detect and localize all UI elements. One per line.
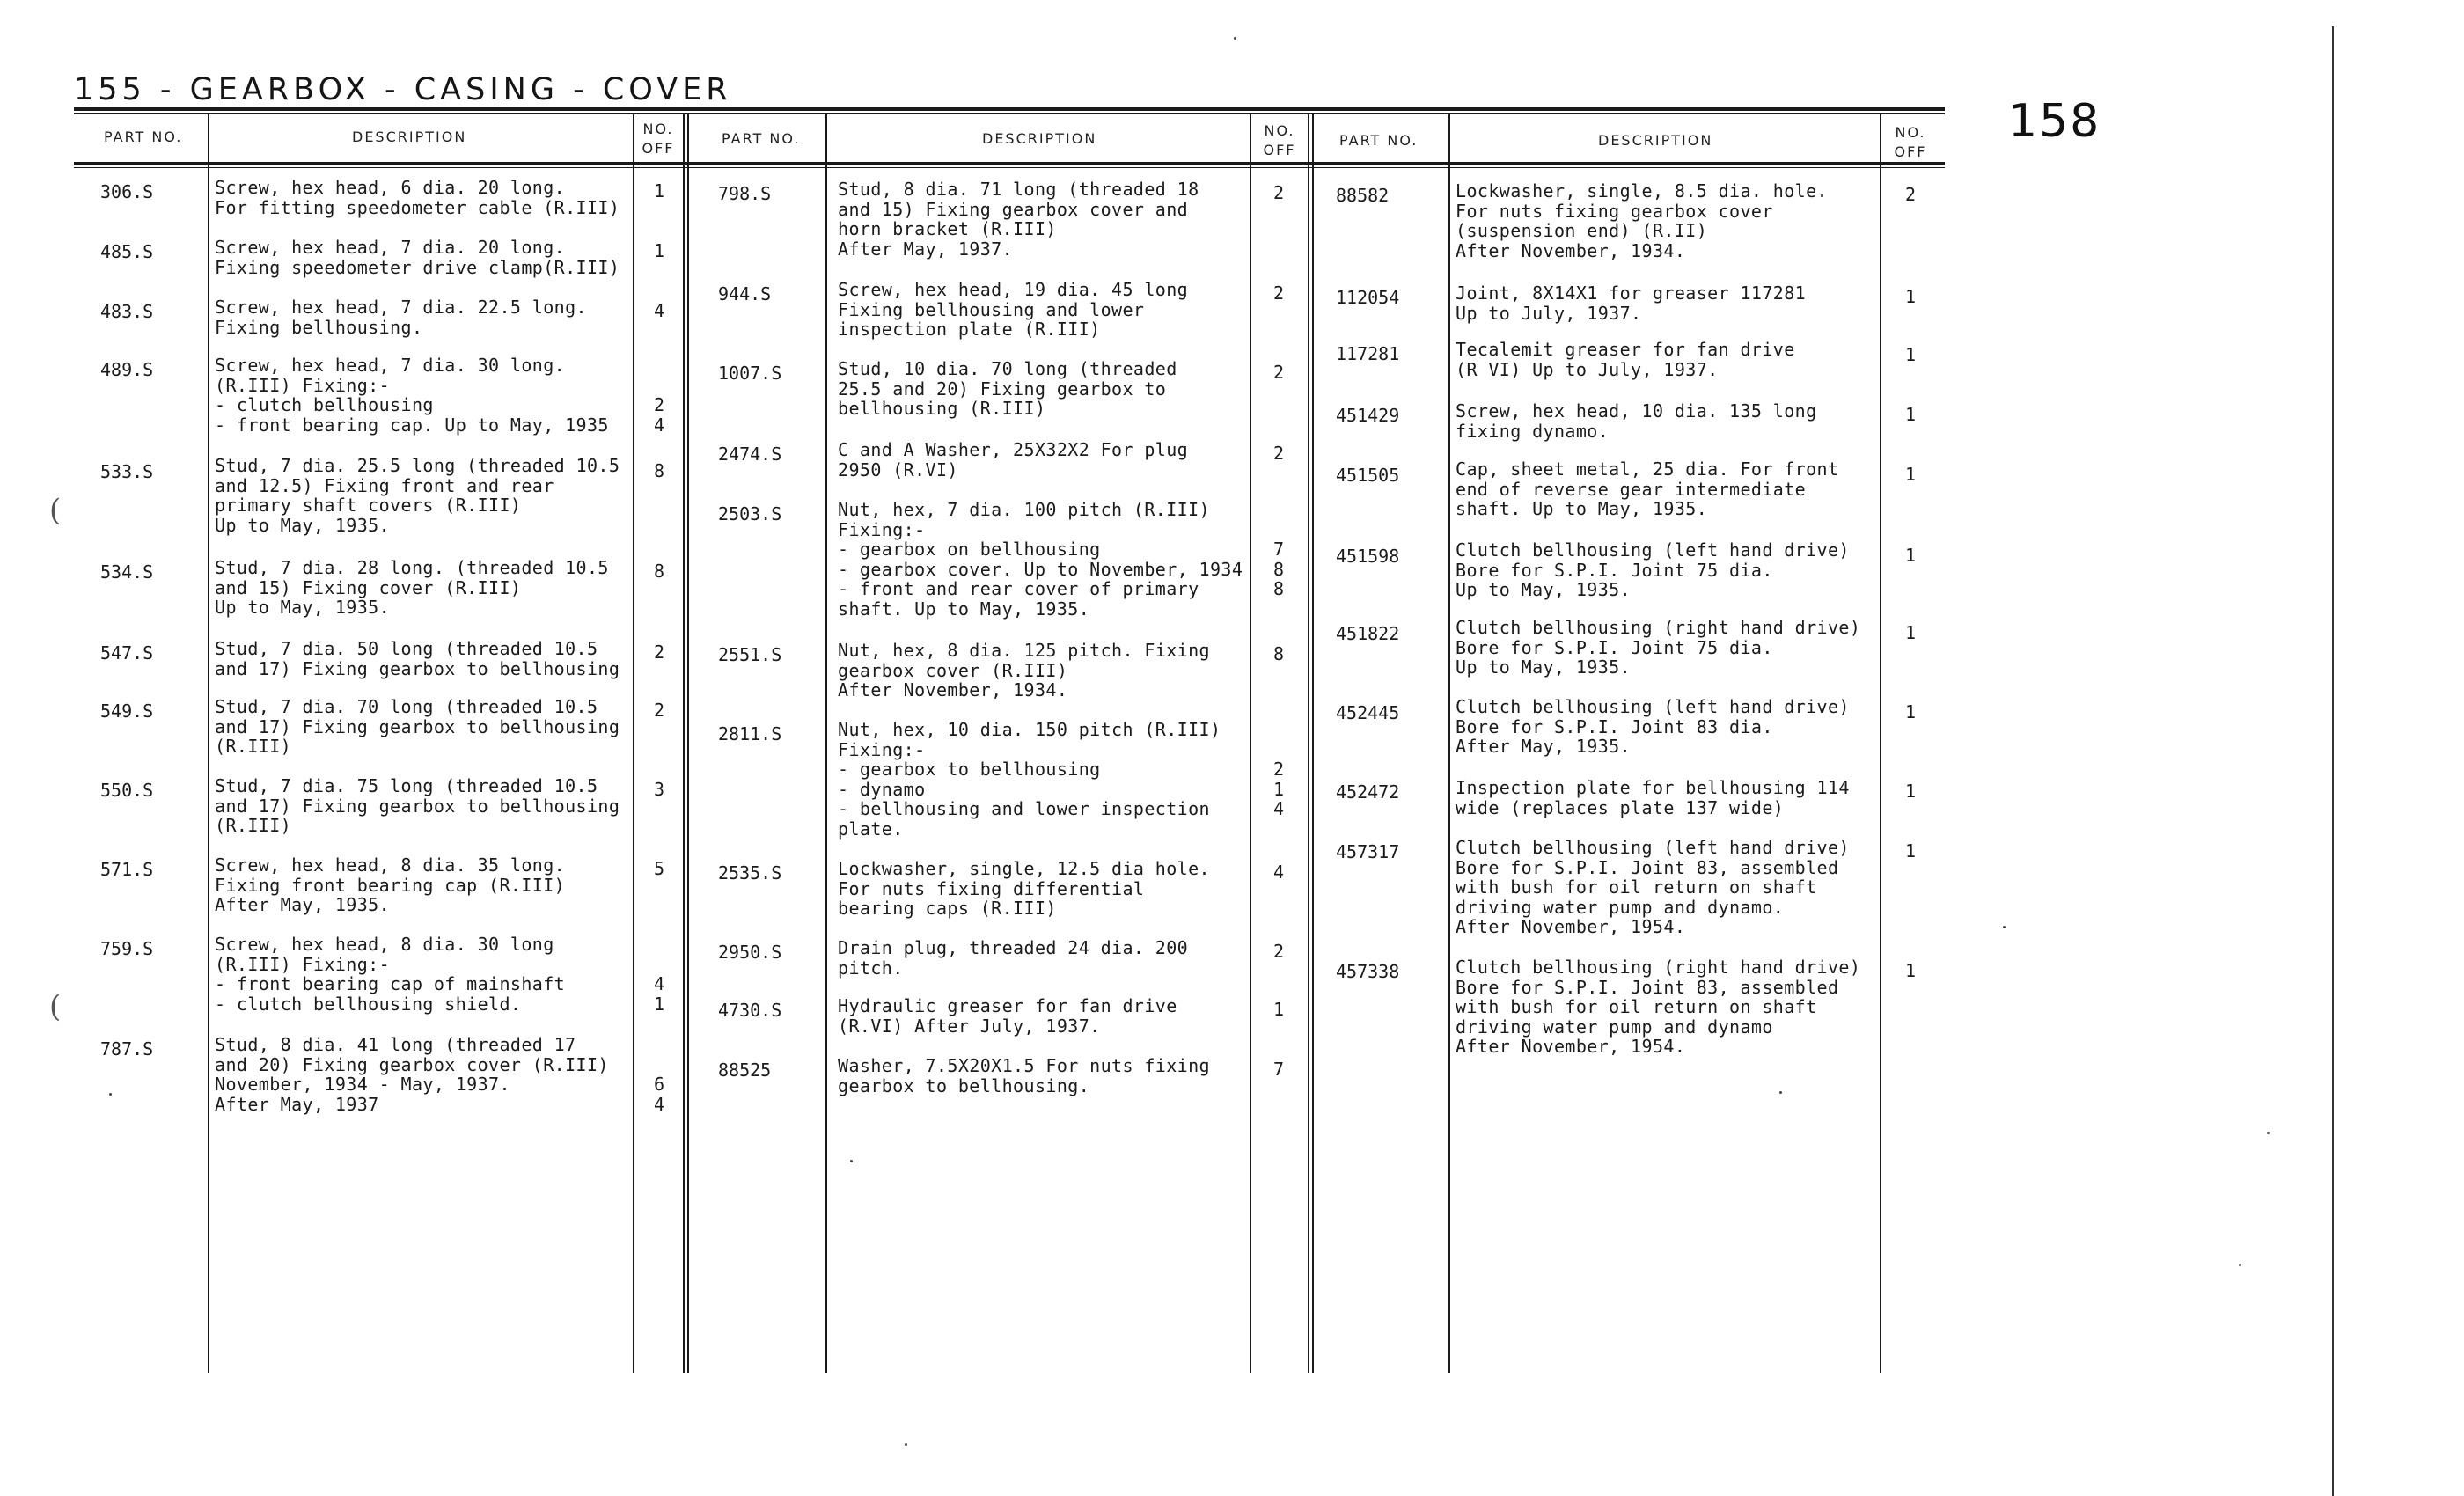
scan-speck	[2267, 1132, 2270, 1134]
part-quantity: 2	[1272, 443, 1285, 464]
part-number: 2551.S	[718, 644, 782, 665]
part-quantity: 1	[1904, 286, 1917, 307]
page-title: 155 - GEARBOX - CASING - COVER	[74, 72, 732, 107]
header-part-no: PART NO.	[104, 128, 183, 145]
scan-mark: (	[49, 989, 62, 1024]
part-quantity: 8	[653, 561, 665, 582]
col-divider	[1308, 114, 1309, 1373]
scan-mark: (	[49, 493, 62, 528]
part-quantity: 1	[1904, 701, 1917, 722]
part-number: 2535.S	[718, 862, 782, 884]
col-divider	[208, 114, 209, 1373]
part-description: C and A Washer, 25X32X2 For plug 2950 (R.VI)	[838, 439, 1189, 480]
scan-speck	[850, 1160, 853, 1162]
part-quantity: 1	[653, 180, 665, 202]
header-description: DESCRIPTION	[982, 130, 1097, 147]
part-number: 457317	[1336, 841, 1400, 862]
page-number: 158	[2008, 95, 2101, 148]
header-no-off: NO. OFF	[1263, 122, 1296, 158]
part-description: Clutch bellhousing (left hand drive) Bore for S.P.I. Joint 83 dia. After May, 1935.	[1456, 696, 1850, 757]
part-description: Screw, hex head, 8 dia. 30 long (R.III) Fixing:- - front bearing cap of mainshaft - clutch bellhousing shield.	[215, 934, 566, 1015]
page-edge	[2332, 26, 2334, 1496]
col-divider	[1880, 114, 1881, 1373]
col-divider	[825, 114, 827, 1373]
part-number: 787.S	[100, 1038, 154, 1060]
part-number: 112054	[1336, 287, 1400, 308]
part-description: Clutch bellhousing (right hand drive) Bore for S.P.I. Joint 83, assembled with bush for oil return on shaft driving water pump and dynamo After November, 1954.	[1456, 957, 1861, 1057]
part-quantity: 2 1 4	[1272, 759, 1285, 819]
part-number: 489.S	[100, 359, 154, 380]
part-description: Washer, 7.5X20X1.5 For nuts fixing gearbox to bellhousing.	[838, 1055, 1210, 1096]
col-divider	[687, 114, 689, 1373]
part-quantity: 2	[1272, 941, 1285, 962]
scan-speck	[1234, 37, 1236, 40]
part-quantity: 2	[1272, 362, 1285, 383]
part-number: 451505	[1336, 465, 1400, 486]
part-quantity: 1	[1904, 781, 1917, 802]
part-description: Inspection plate for bellhousing 114 wide (replaces plate 137 wide)	[1456, 777, 1850, 818]
part-quantity: 4	[1272, 862, 1285, 883]
part-description: Screw, hex head, 10 dia. 135 long fixing dynamo.	[1456, 400, 1817, 442]
part-number: 2503.S	[718, 503, 782, 524]
part-number: 2950.S	[718, 942, 782, 963]
scan-speck	[2239, 1264, 2241, 1266]
part-quantity: 1	[1904, 545, 1917, 566]
header-no-off: NO. OFF	[1894, 124, 1927, 160]
part-number: 2474.S	[718, 444, 782, 465]
scan-speck	[905, 1443, 907, 1446]
part-quantity: 7	[1272, 1059, 1285, 1080]
part-description: Clutch bellhousing (right hand drive) Bore for S.P.I. Joint 75 dia. Up to May, 1935.	[1456, 617, 1861, 678]
part-quantity: 2	[1272, 182, 1285, 203]
col-divider	[683, 114, 685, 1373]
part-quantity: 8	[1272, 643, 1285, 664]
part-quantity: 1	[1904, 344, 1917, 365]
part-description: Stud, 7 dia. 50 long (threaded 10.5 and 17) Fixing gearbox to bellhousing	[215, 638, 620, 679]
header-bottom-rule	[74, 162, 1945, 165]
part-number: 571.S	[100, 859, 154, 880]
part-number: 483.S	[100, 301, 154, 322]
header-part-no: PART NO.	[1339, 132, 1419, 149]
part-quantity: 1	[1904, 960, 1917, 981]
part-description: Hydraulic greaser for fan drive (R.VI) After July, 1937.	[838, 995, 1177, 1037]
part-description: Stud, 7 dia. 75 long (threaded 10.5 and 17) Fixing gearbox to bellhousing (R.III)	[215, 775, 620, 836]
part-quantity: 1	[653, 240, 665, 261]
part-description: Tecalemit greaser for fan drive (R VI) Up to July, 1937.	[1456, 339, 1795, 380]
header-description: DESCRIPTION	[352, 128, 467, 145]
part-number: 4730.S	[718, 1000, 782, 1021]
part-quantity: 1	[1272, 999, 1285, 1020]
part-quantity: 2	[653, 642, 665, 663]
part-quantity: 7 8 8	[1272, 539, 1285, 599]
part-number: 534.S	[100, 561, 154, 583]
header-bottom-rule-2	[74, 167, 1945, 168]
part-description: Drain plug, threaded 24 dia. 200 pitch.	[838, 937, 1189, 979]
part-description: Nut, hex, 8 dia. 125 pitch. Fixing gearbox cover (R.III) After November, 1934.	[838, 640, 1210, 700]
header-part-no: PART NO.	[722, 130, 801, 147]
part-number: 452445	[1336, 702, 1400, 723]
col-divider	[633, 114, 634, 1373]
part-quantity: 8	[653, 460, 665, 481]
part-description: Clutch bellhousing (left hand drive) Bore for S.P.I. Joint 83, assembled with bush for oil return on shaft driving water pump and dynamo. After November, 1954.	[1456, 837, 1850, 937]
part-number: 117281	[1336, 343, 1400, 364]
part-number: 451822	[1336, 623, 1400, 644]
part-number: 485.S	[100, 241, 154, 262]
part-number: 533.S	[100, 461, 154, 482]
part-number: 88582	[1336, 185, 1390, 206]
part-description: Cap, sheet metal, 25 dia. For front end of reverse gear intermediate shaft. Up to May, 1935.	[1456, 458, 1839, 519]
part-number: 88525	[718, 1060, 772, 1081]
part-quantity: 1	[1904, 622, 1917, 643]
part-number: 2811.S	[718, 723, 782, 744]
col-divider	[1312, 114, 1314, 1373]
part-description: Screw, hex head, 7 dia. 22.5 long. Fixing bellhousing.	[215, 297, 587, 338]
part-number: 1007.S	[718, 363, 782, 384]
header-top-rule	[74, 113, 1945, 114]
part-quantity: 2	[1904, 184, 1917, 205]
part-quantity: 6 4	[653, 1074, 665, 1115]
part-quantity: 5	[653, 858, 665, 879]
part-description: Stud, 7 dia. 25.5 long (threaded 10.5 and 12.5) Fixing front and rear primary shaft covers (R.III) Up to May, 1935.	[215, 455, 620, 536]
part-number: 306.S	[100, 181, 154, 202]
part-description: Lockwasher, single, 8.5 dia. hole. For nuts fixing gearbox cover (suspension end) (R.II) After November, 1934.	[1456, 180, 1828, 261]
part-description: Stud, 8 dia. 41 long (threaded 17 and 20) Fixing gearbox cover (R.III) November, 1934 - May, 1937. After May, 1937	[215, 1034, 609, 1115]
part-number: 457338	[1336, 961, 1400, 982]
part-description: Lockwasher, single, 12.5 dia hole. For nuts fixing differential bearing caps (R.III)	[838, 858, 1210, 919]
part-quantity: 4 1	[653, 973, 665, 1015]
part-description: Stud, 7 dia. 28 long. (threaded 10.5 and 15) Fixing cover (R.III) Up to May, 1935.	[215, 557, 609, 618]
part-description: Screw, hex head, 6 dia. 20 long. For fitting speedometer cable (R.III)	[215, 177, 620, 218]
part-quantity: 1	[1904, 404, 1917, 425]
part-number: 550.S	[100, 780, 154, 801]
part-number: 549.S	[100, 700, 154, 722]
part-number: 547.S	[100, 642, 154, 664]
part-description: Joint, 8X14X1 for greaser 117281 Up to July, 1937.	[1456, 282, 1807, 324]
title-underline	[74, 107, 1945, 111]
part-description: Stud, 8 dia. 71 long (threaded 18 and 15) Fixing gearbox cover and horn bracket (R.III) After May, 1937.	[838, 179, 1199, 260]
col-divider	[1250, 114, 1251, 1373]
part-number: 944.S	[718, 283, 772, 304]
part-number: 452472	[1336, 781, 1400, 803]
part-number: 759.S	[100, 938, 154, 959]
part-description: Screw, hex head, 19 dia. 45 long Fixing bellhousing and lower inspection plate (R.III)	[838, 279, 1189, 340]
header-description: DESCRIPTION	[1598, 132, 1713, 149]
part-number: 798.S	[718, 183, 772, 204]
part-quantity: 1	[1904, 840, 1917, 862]
header-no-off: NO. OFF	[642, 121, 675, 157]
part-description: Stud, 7 dia. 70 long (threaded 10.5 and 17) Fixing gearbox to bellhousing (R.III)	[215, 696, 620, 757]
col-divider	[1448, 114, 1450, 1373]
part-description: Clutch bellhousing (left hand drive) Bore for S.P.I. Joint 75 dia. Up to May, 1935.	[1456, 539, 1850, 600]
part-quantity: 3	[653, 779, 665, 800]
part-description: Nut, hex, 7 dia. 100 pitch (R.III) Fixing:- - gearbox on bellhousing - gearbox cover. Up to November, 1934 - front and rear cover of primary shaft. Up to May, 1935.	[838, 499, 1243, 620]
part-description: Screw, hex head, 7 dia. 30 long. (R.III) Fixing:- - clutch bellhousing - front bearing cap. Up to May, 1935	[215, 355, 609, 436]
part-quantity: 1	[1904, 464, 1917, 485]
part-description: Stud, 10 dia. 70 long (threaded 25.5 and 20) Fixing gearbox to bellhousing (R.III)	[838, 358, 1177, 419]
part-number: 451429	[1336, 405, 1400, 426]
scan-speck	[1779, 1091, 1782, 1094]
part-number: 451598	[1336, 546, 1400, 567]
part-quantity: 2	[653, 700, 665, 721]
part-description: Nut, hex, 10 dia. 150 pitch (R.III) Fixing:- - gearbox to bellhousing - dynamo - bellhousing and lower inspection plate.	[838, 719, 1221, 840]
part-description: Screw, hex head, 8 dia. 35 long. Fixing front bearing cap (R.III) After May, 1935.	[215, 854, 566, 915]
scan-speck	[109, 1093, 112, 1096]
part-quantity: 4	[653, 300, 665, 321]
part-quantity: 2	[1272, 282, 1285, 304]
part-description: Screw, hex head, 7 dia. 20 long. Fixing speedometer drive clamp(R.III)	[215, 237, 620, 278]
part-quantity: 2 4	[653, 394, 665, 436]
scan-speck	[2003, 926, 2006, 928]
